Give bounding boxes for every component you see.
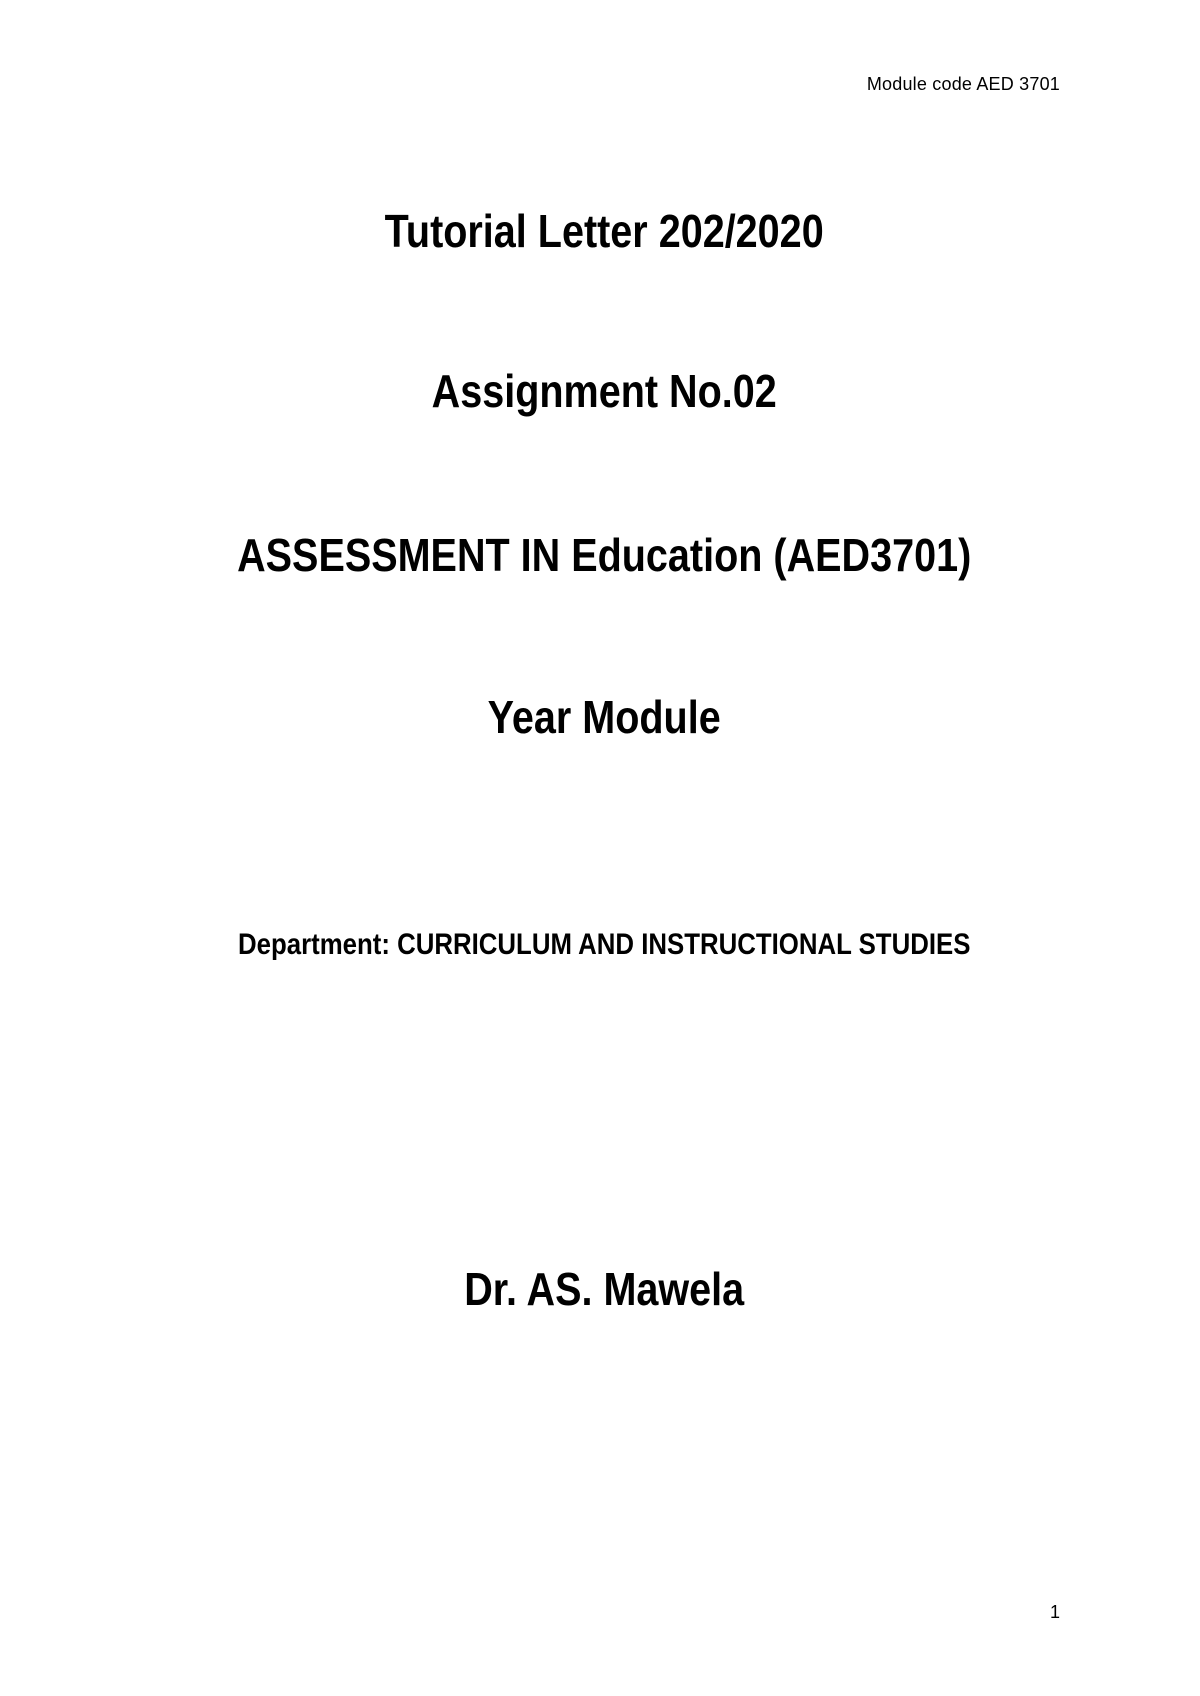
tutorial-letter-title: Tutorial Letter 202/2020 — [384, 205, 824, 257]
author-name: Dr. AS. Mawela — [464, 1263, 745, 1315]
module-code-header: Module code AED 3701 — [866, 74, 1060, 94]
page-number: 1 — [1049, 1602, 1060, 1622]
module-title: ASSESSMENT IN Education (AED3701) — [237, 529, 972, 581]
department-line: Department: CURRICULUM AND INSTRUCTIONAL STUDIES — [237, 928, 971, 961]
assignment-number: Assignment No.02 — [431, 365, 777, 417]
module-type: Year Module — [487, 691, 721, 743]
